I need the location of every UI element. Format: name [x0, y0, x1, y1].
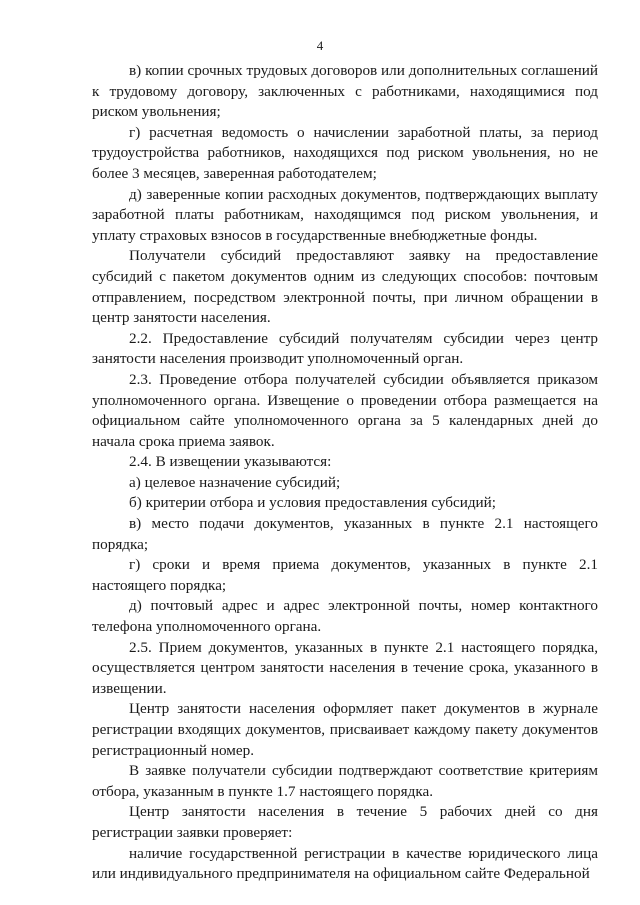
- paragraph-2-3: 2.3. Проведение отбора получателей субсидии объявляется приказом уполномоченного органа. Извещение о проведении отбора размещается на официальном сайте уполномоченного органа за 5 календарных дней до начала срока приема заявок.: [92, 370, 598, 450]
- list-item-v: в) место подачи документов, указанных в пункте 2.1 настоящего порядка;: [92, 515, 598, 553]
- list-item-b: б) критерии отбора и условия предоставления субсидий;: [129, 494, 497, 512]
- paragraph-state-registration: наличие государственной регистрации в качестве юридического лица или индивидуального предпринимателя на официальном сайте Федеральной: [92, 844, 598, 883]
- paragraph-application-methods: Получатели субсидий предоставляют заявку на предоставление субсидий с пакетом документов одним из следующих способов: почтовым отправлением, посредством электронной почты, при личном обращении в центр занятости населения.: [92, 247, 598, 327]
- paragraph-registration: Центр занятости населения оформляет пакет документов в журнале регистрации входящих документов, присваивает каждому пакету документов регистрационный номер.: [92, 700, 598, 759]
- paragraph-item-g-payroll: г) расчетная ведомость о начислении заработной платы, за период трудоустройства работников, находящихся под риском увольнения, но не более 3 месяцев, заверенная работодателем;: [92, 123, 598, 182]
- page-number: 4: [316, 38, 324, 53]
- paragraph-verification: Центр занятости населения в течение 5 рабочих дней со дня регистрации заявки проверяет:: [92, 803, 598, 841]
- paragraph-2-5: 2.5. Прием документов, указанных в пункте 2.1 настоящего порядка, осуществляется центром занятости населения в течение срока, указанного в извещении.: [92, 638, 598, 697]
- paragraph-item-v-contracts: в) копии срочных трудовых договоров или дополнительных соглашений к трудовому договору, заключенных с работниками, находящимися под риском увольнения;: [92, 62, 598, 121]
- list-item-a: а) целевое назначение субсидий;: [129, 473, 341, 491]
- list-item-d: д) почтовый адрес и адрес электронной почты, номер контактного телефона уполномоченного органа.: [92, 597, 598, 636]
- paragraph-criteria-confirmation: В заявке получатели субсидии подтверждают соответствие критериям отбора, указанным в пункте 1.7 настоящего порядка.: [92, 762, 598, 800]
- document-body: [92, 61, 598, 885]
- paragraph-item-d-expense-docs: д) заверенные копии расходных документов, подтверждающих выплату заработной платы работникам, находящимся под риском увольнения, и уплату страховых взносов в государственные внебюджетные фонды.: [92, 185, 598, 244]
- list-item-g: г) сроки и время приема документов, указанных в пункте 2.1 настоящего порядка;: [92, 556, 598, 594]
- paragraph-2-2: 2.2. Предоставление субсидий получателям субсидии через центр занятости населения производит уполномоченный орган.: [92, 329, 598, 368]
- paragraph-2-4: 2.4. В извещении указываются:: [129, 453, 332, 471]
